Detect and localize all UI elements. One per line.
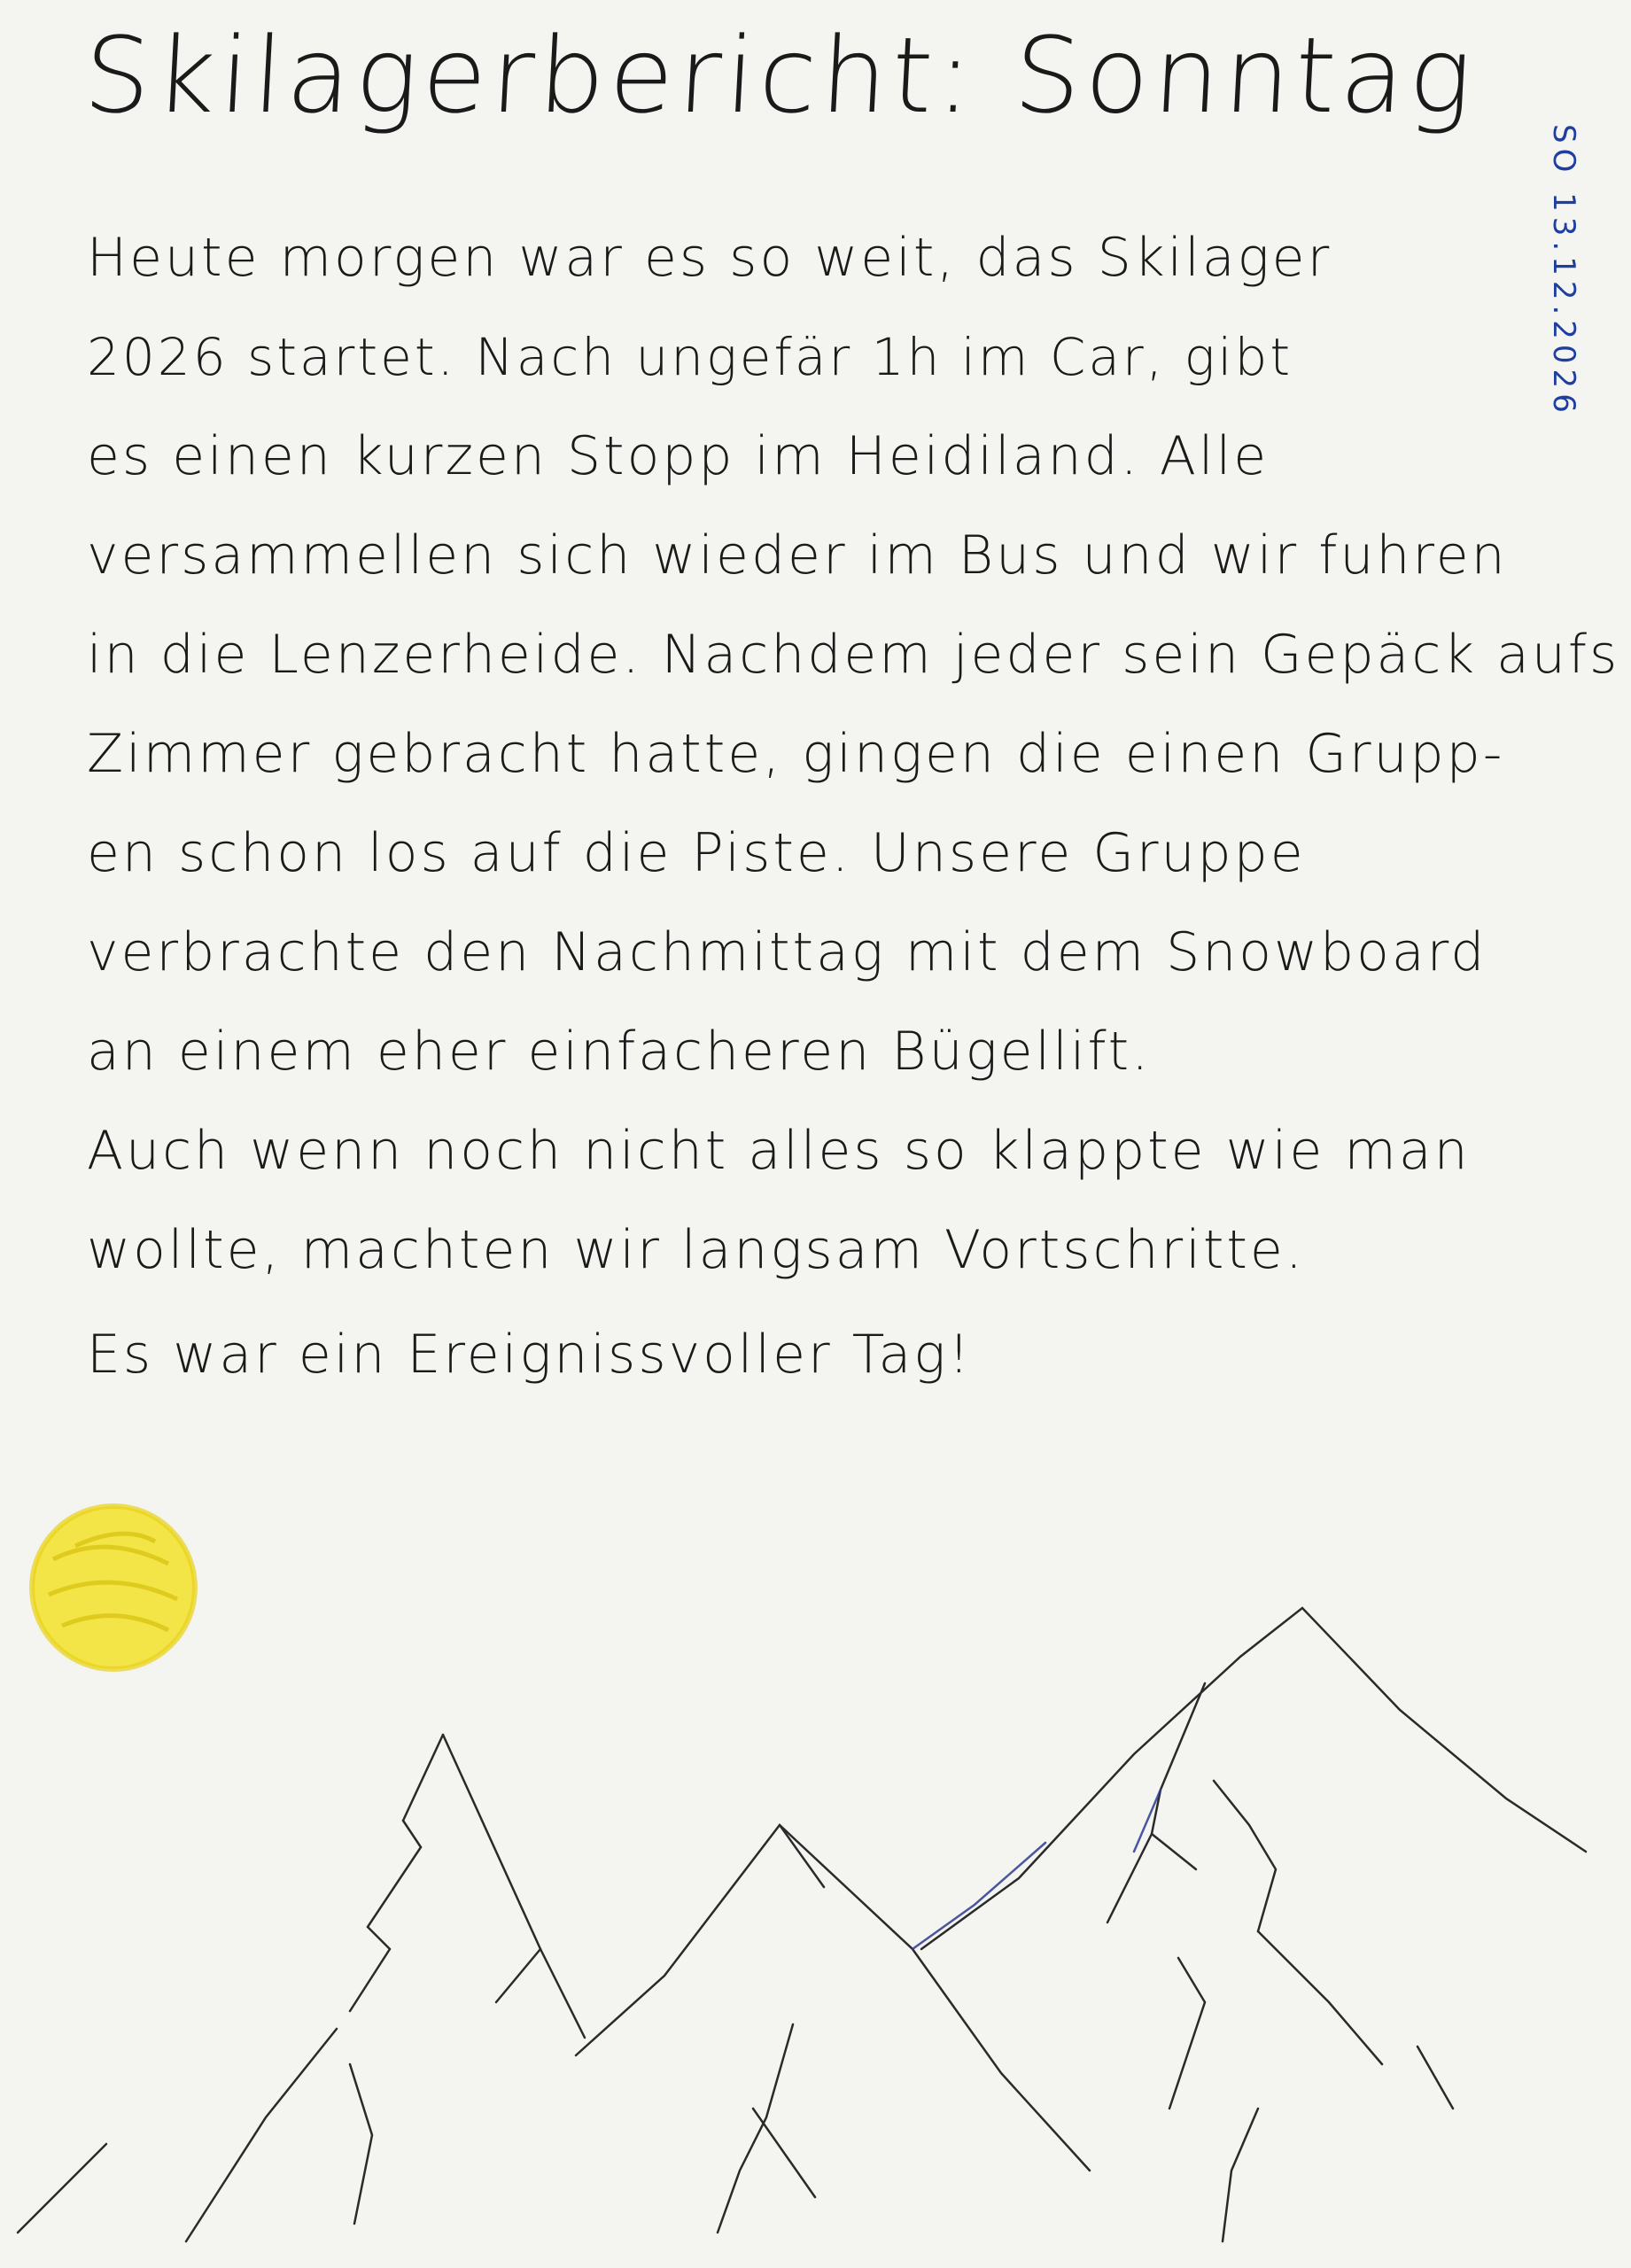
text-line: in die Lenzerheide. Nachdem jeder sein Gepäck aufs — [87, 624, 1620, 686]
text-line: Auch wenn noch nicht alles so klappte wie man — [87, 1120, 1471, 1182]
mountain-right — [921, 1608, 1586, 2241]
mountain-left — [18, 1735, 585, 2241]
text-line: an einem eher einfacheren Bügellift. — [87, 1021, 1152, 1083]
mountain-right-accent — [913, 1790, 1161, 1949]
text-line: verbrachte den Nachmittag mit dem Snowboard — [87, 921, 1487, 983]
text-line: Zimmer gebracht hatte, gingen die einen Grupp- — [87, 723, 1505, 785]
text-line: wollte, machten wir langsam Vortschritte. — [87, 1219, 1305, 1281]
text-line: 2026 startet. Nach ungefär 1h im Car, gibt — [87, 327, 1293, 387]
margin-date-note: SO 13.12.2026 — [1546, 124, 1581, 418]
text-line: versammellen sich wieder im Bus und wir fuhren — [87, 524, 1508, 586]
sun-drawing — [32, 1506, 195, 1669]
page-title: Skilagerbericht: Sonntag — [81, 14, 1480, 136]
text-line: es einen kurzen Stopp im Heidiland. Alle — [87, 425, 1270, 487]
mountain-middle — [576, 1825, 1090, 2233]
text-line: en schon los auf die Piste. Unsere Gruppe — [87, 822, 1306, 884]
text-line: Heute morgen war es so weit, das Skilager — [87, 227, 1332, 289]
text-line: Es war ein Ereignissvoller Tag! — [87, 1324, 973, 1386]
